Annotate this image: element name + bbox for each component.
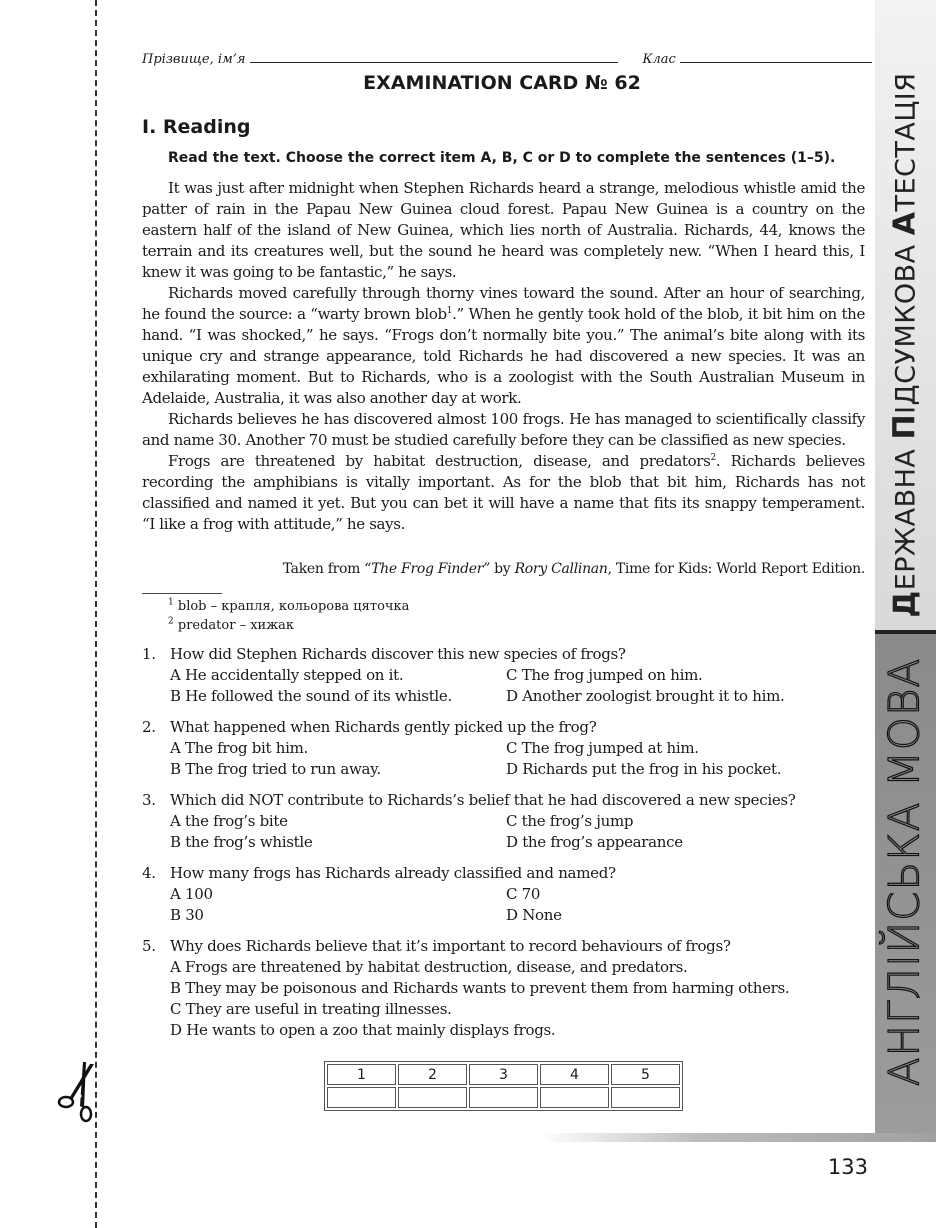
footnote: $^2$ predator – хижак [168, 616, 295, 633]
answer-header: 5 [611, 1064, 680, 1085]
option-c: C The frog jumped on him. [506, 666, 703, 684]
answer-cell-5[interactable] [611, 1087, 680, 1108]
question-4 [142, 863, 872, 926]
name-label: Прізвище, ім’я [142, 52, 246, 67]
question-number: 4. [142, 864, 156, 882]
question-2 [142, 717, 872, 780]
answer-header: 4 [540, 1064, 609, 1085]
option-b: B They may be poisonous and Richards wants to prevent them from harming others. [170, 979, 790, 997]
footnote-divider [142, 593, 222, 594]
question-stem: How did Stephen Richards discover this new species of frogs? [170, 645, 626, 663]
scissors-icon [56, 1060, 100, 1124]
question-stem: What happened when Richards gently picked up the frog? [170, 718, 597, 736]
cut-line [95, 0, 97, 1228]
answer-header: 3 [469, 1064, 538, 1085]
option-a: A Frogs are threatened by habitat destruction, disease, and predators. [170, 958, 688, 976]
page-title: EXAMINATION CARD № 62 [363, 72, 641, 94]
option-d: D He wants to open a zoo that mainly displays frogs. [170, 1021, 556, 1039]
question-5 [142, 936, 872, 1041]
answer-cell-3[interactable] [469, 1087, 538, 1108]
name-field[interactable] [250, 50, 618, 63]
bottom-gradient-bar [540, 1133, 936, 1142]
class-label: Клас [642, 52, 676, 67]
question-number: 3. [142, 791, 156, 809]
section-heading: I. Reading [142, 116, 251, 138]
question-number: 5. [142, 937, 156, 955]
answer-header: 2 [398, 1064, 467, 1085]
question-1 [142, 644, 872, 707]
question-3 [142, 790, 872, 853]
student-header [142, 50, 872, 67]
option-c: C The frog jumped at him. [506, 739, 699, 757]
instruction: Read the text. Choose the correct item A, B, C or D to complete the sentences (1–5). [168, 150, 836, 166]
question-stem: Why does Richards believe that it’s important to record behaviours of frogs? [170, 937, 731, 955]
option-d: D None [506, 906, 562, 924]
option-d: D Another zoologist brought it to him. [506, 687, 785, 705]
answer-table [324, 1061, 683, 1111]
reading-passage [142, 178, 865, 535]
option-d: D Richards put the frog in his pocket. [506, 760, 782, 778]
option-c: C the frog’s jump [506, 812, 634, 830]
option-c: C 70 [506, 885, 541, 903]
option-b: B the frog’s whistle [170, 833, 313, 851]
footnotes [168, 597, 409, 635]
option-b: B He followed the sound of its whistle. [170, 687, 452, 705]
option-a: A The frog bit him. [170, 739, 308, 757]
page-number: 133 [827, 1155, 868, 1179]
question-list [142, 644, 872, 1051]
answer-header: 1 [327, 1064, 396, 1085]
paragraph: Richards believes he has discovered almost 100 frogs. He has managed to scientifically classify and name 30. Another 70 must be studied carefully before they can be classified as new species. [142, 410, 865, 449]
source-citation: Taken from “The Frog Finder” by Rory Callinan, Time for Kids: World Report Edition. [282, 561, 865, 577]
option-c: C They are useful in treating illnesses. [170, 1000, 452, 1018]
paragraph: It was just after midnight when Stephen Richards heard a strange, melodious whistle amid the patter of rain in the Papau New Guinea cloud forest. Papau New Guinea is a country on the eastern half of the island of New Guinea, which lies north of Australia. Richards, 44, knows the terrain and its creatures well, but the sound he heard was completely new. “When I heard this, I knew it was going to be fantastic,” he says. [142, 179, 865, 281]
option-b: B The frog tried to run away. [170, 760, 381, 778]
option-a: A the frog’s bite [170, 812, 288, 830]
option-a: A He accidentally stepped on it. [170, 666, 404, 684]
question-number: 2. [142, 718, 156, 736]
paragraph: Richards moved carefully through thorny vines toward the sound. After an hour of searching, he found the source: a “warty brown blob$^1$.” When he gently took hold of the blob, it bit him on the hand. “I was shocked,” he says. “Frogs don’t normally bite you.” The animal’s bite along with its unique cry and strange appearance, told Richards he had discovered a new species. It was an exhilarating moment. But to Richards, who is a zoologist with the South Australian Museum in Adelaide, Australia, it was also another day at work. [142, 284, 865, 407]
option-d: D the frog’s appearance [506, 833, 683, 851]
footnote: $^1$ blob – крапля, кольорова цяточка [168, 597, 410, 614]
answer-cell-2[interactable] [398, 1087, 467, 1108]
answer-cell-4[interactable] [540, 1087, 609, 1108]
option-a: A 100 [170, 885, 213, 903]
question-stem: Which did NOT contribute to Richards’s belief that he had discovered a new species? [170, 791, 796, 809]
question-stem: How many frogs has Richards already classified and named? [170, 864, 616, 882]
question-number: 1. [142, 645, 156, 663]
paragraph: Frogs are threatened by habitat destruction, disease, and predators$^2$. Richards believes recording the amphibians is vitally important. As for the blob that bit him, Richards has not classified and named it yet. But you can bet it will have a name that fits its snappy temperament. “I like a frog with attitude,” he says. [142, 452, 865, 533]
class-field[interactable] [680, 50, 872, 63]
answer-cell-1[interactable] [327, 1087, 396, 1108]
option-b: B 30 [170, 906, 204, 924]
